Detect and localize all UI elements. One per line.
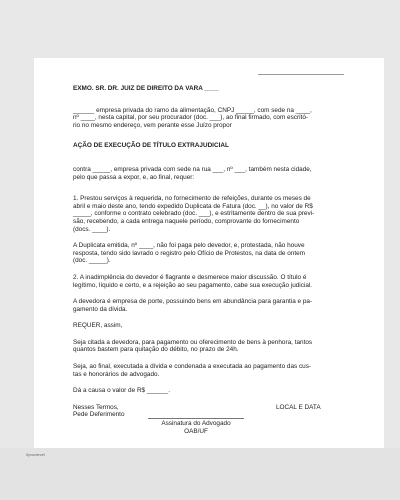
text-line: A Duplicata emitida, nº ____, não foi paga pelo devedor, e, protestada, não houve [73,242,305,250]
text-line: são, recebendo, a cada entrega naquele período, comprovante do fornecimento [73,217,300,225]
porte-paragraph [73,298,349,313]
final-paragraph [73,363,349,378]
signature-line [148,418,244,419]
local-date [276,404,356,412]
text-line: rio no mesmo endereço, vem perante esse Juízo propor [73,121,232,129]
text-line: gamento da dívida. [73,305,128,313]
signature-block [146,418,246,435]
text-line: ______ empresa privada do ramo da alimentação, CNPJ _____, com sede na ____, [73,106,312,114]
paragraph-1 [73,195,349,233]
text-line: contra _____, empresa privada com sede na rua ___, nº ___, também nesta cidade, [73,165,312,173]
text-line: A devedora é empresa de porte, possuindo bens em abundância para garantia e pa- [73,298,313,306]
text-line: Seja, ao final, executada a dívida e condenada a executada ao pagamento das cus- [73,363,312,371]
text-line: Seja citada a devedora, para pagamento ou oferecimento de bens à penhora, tantos [73,338,313,346]
valor-line: Dá a causa o valor de R$ ______. [73,387,170,395]
oab-label: OAB/UF [184,427,208,435]
court-heading: EXMO. SR. DR. JUIZ DE DIREITO DA VARA ____ [73,85,219,92]
text-line: 1. Prestou serviços à requerida, no fornecimento de refeições, durante os meses de [73,195,311,203]
text-line: legítimo, líquido e certo, e a rejeição ao seu pagamento, cabe sua execução judicial. [73,281,313,289]
text-line: pelo que passa a expor, e, ao final, requer: [73,173,195,181]
closing-line: Pede Deferimento [73,411,125,419]
contra-paragraph [73,166,349,181]
text-line: quantos bastem para quitação do débito, no prazo de 24h. [73,346,239,354]
action-title: AÇÃO DE EXECUÇÃO DE TÍTULO EXTRAJUDICIAL [73,142,229,150]
footer-text: Ilyvonlevel [26,452,45,457]
text-line: (docs. ____). [73,225,111,233]
text-line: nº ____, nesta capital, por seu procurador (doc. ___), ao final firmado, com escritó- [73,114,309,122]
paragraph-2 [73,274,349,289]
intro-paragraph [73,107,349,130]
local-date-text: LOCAL E DATA [276,404,321,411]
signature-label: Assinatura do Advogado [161,420,231,427]
text-line: resposta, tendo sido lavrado o registro pelo Ofício de Protestos, na data de ontem [73,249,305,257]
citada-paragraph [73,339,349,354]
text-line: (doc. _____). [73,257,111,265]
footer-bar [0,448,400,500]
header-rule [258,74,344,75]
text-line: 2. A inadimplência do devedor é flagrante e desmerece maior discussão. O título é [73,273,307,281]
duplicata-paragraph [73,242,349,265]
text-line: tas e honorários de advogado. [73,370,160,378]
text-line: abril e maio deste ano, tendo expedido Duplicata de Fatura (doc. __), no valor de R$ [73,202,313,210]
closing-line: Nesses Termos, [73,403,119,411]
document-body [73,85,349,419]
text-line: _____, conforme o contrato celebrado (doc. ___), e estritamente dentro de sua previ- [73,210,315,218]
requer-line: REQUER, assim, [73,322,123,330]
